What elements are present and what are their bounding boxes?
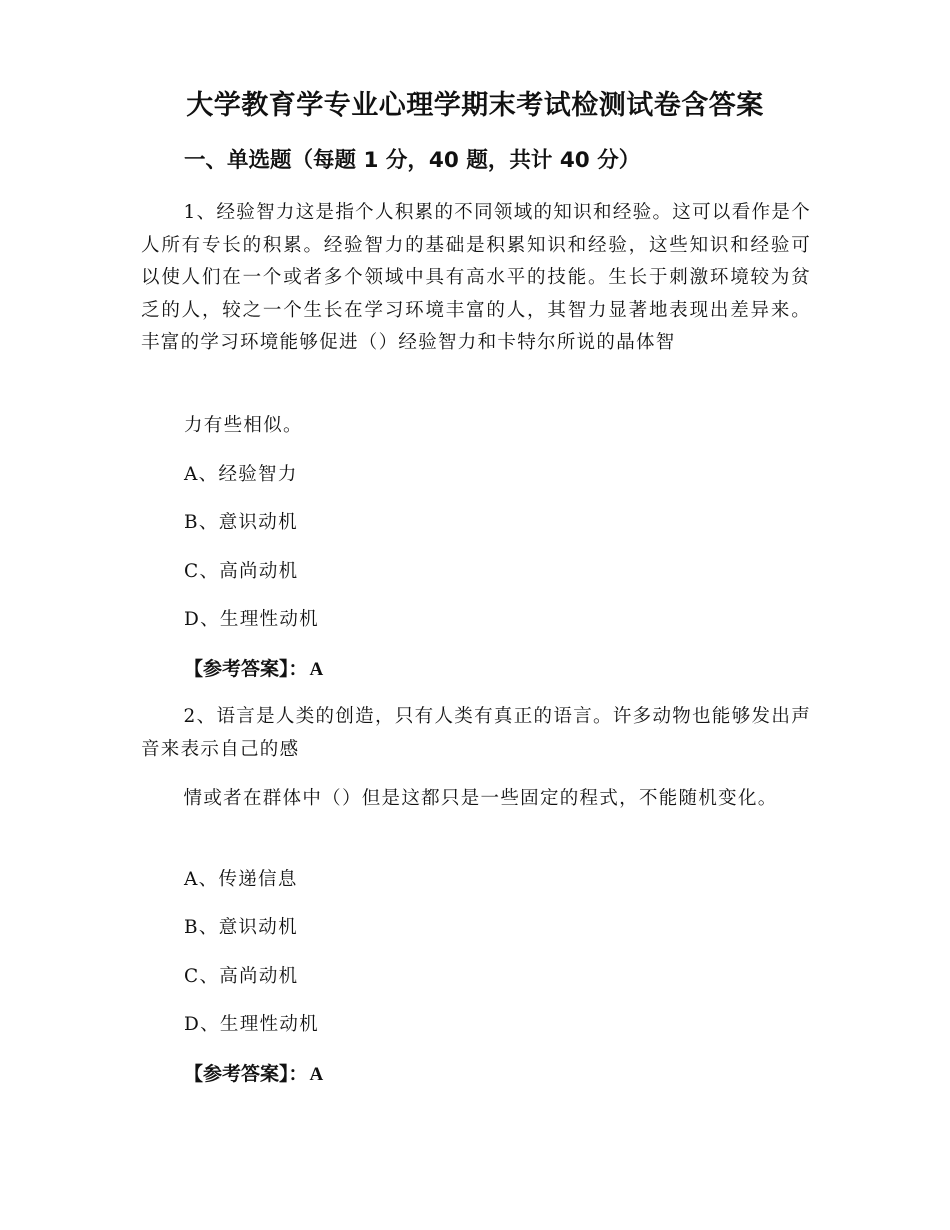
section-heading: 一、单选题（每题 1 分，40 题，共计 40 分）	[184, 148, 641, 173]
question-stem: 2、语言是人类的创造，只有人类有真正的语言。许多动物也能够发出声音来表示自己的感	[141, 706, 811, 760]
reference-answer	[184, 654, 323, 685]
option-c: C、高尚动机	[184, 561, 299, 582]
answer-label: 【参考答案】：	[184, 1063, 308, 1085]
option-b: B、意识动机	[184, 917, 298, 938]
answer-label: 【参考答案】：	[184, 658, 308, 680]
question-stem-continuation: 情或者在群体中（）但是这都只是一些固定的程式，不能随机变化。	[183, 788, 778, 809]
option-b: B、意识动机	[184, 512, 298, 533]
option-c: C、高尚动机	[184, 966, 299, 987]
option-d: D、生理性动机	[184, 609, 319, 630]
option-a: A、传递信息	[184, 869, 298, 890]
question-stem: 1、经验智力这是指个人积累的不同领域的知识和经验。这可以看作是个人所有专长的积累。经验智力的基础是积累知识和经验，这些知识和经验可以使人们在一个或者多个领域中具有高水平的技能。生长于刺激环境较为贫乏的人，较之一个生长在学习环境丰富的人，其智力显著地表现出差异来。丰富的学习环境能够促进（）经验智力和卡特尔所说的晶体智	[141, 202, 811, 354]
document-title: 大学教育学专业心理学期末考试检测试卷含答案	[186, 90, 764, 121]
answer-value: A	[309, 1064, 324, 1085]
option-d: D、生理性动机	[184, 1014, 319, 1035]
question-stem-continuation: 力有些相似。	[184, 415, 303, 436]
reference-answer	[184, 1059, 323, 1090]
answer-value: A	[309, 659, 324, 680]
option-a: A、经验智力	[184, 464, 298, 485]
